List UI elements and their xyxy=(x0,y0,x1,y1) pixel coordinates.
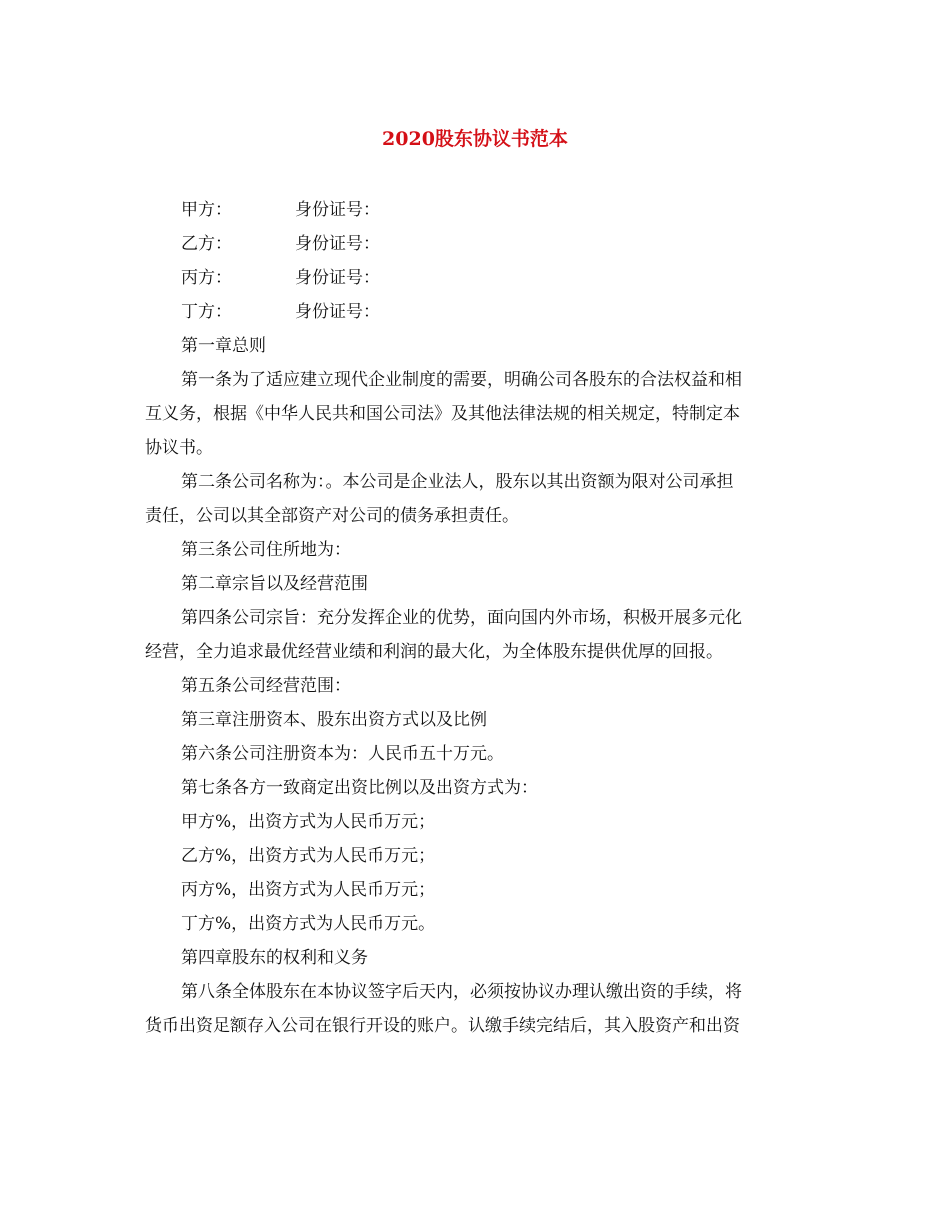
contribution-bing: 丙方%，出资方式为人民币万元； xyxy=(181,880,436,900)
contribution-yi: 乙方%，出资方式为人民币万元； xyxy=(181,846,436,866)
party-row-bing xyxy=(145,261,803,295)
contribution-ding: 丁方%，出资方式为人民币万元。 xyxy=(181,914,436,934)
contribution-jia: 甲方%，出资方式为人民币万元； xyxy=(181,812,436,832)
party-label: 丁方： xyxy=(181,302,232,322)
article-5: 第五条公司经营范围： xyxy=(181,676,351,696)
article-1-line-1: 第一条为了适应建立现代企业制度的需要，明确公司各股东的合法权益和相 xyxy=(181,370,742,390)
article-3: 第三条公司住所地为： xyxy=(181,540,351,560)
article-7: 第七条各方一致商定出资比例以及出资方式为： xyxy=(181,778,538,798)
article-4-line-2: 经营，全力追求最优经营业绩和利润的最大化，为全体股东提供优厚的回报。 xyxy=(145,642,723,662)
party-label: 乙方： xyxy=(181,234,232,254)
article-8-line-1: 第八条全体股东在本协议签字后天内，必须按协议办理认缴出资的手续，将 xyxy=(181,982,742,1002)
id-number-label: 身份证号： xyxy=(295,302,380,322)
chapter-heading: 第一章总则 xyxy=(181,336,266,356)
article-8-line-2: 货币出资足额存入公司在银行开设的账户。认缴手续完结后，其入股资产和出资 xyxy=(145,1016,740,1036)
article-2-line-2: 责任，公司以其全部资产对公司的债务承担责任。 xyxy=(145,506,519,526)
id-number-label: 身份证号： xyxy=(295,268,380,288)
party-row-yi xyxy=(145,227,803,261)
chapter-heading: 第二章宗旨以及经营范围 xyxy=(181,574,368,594)
article-6: 第六条公司注册资本为：人民币五十万元。 xyxy=(181,744,504,764)
document-title: 2020股东协议书范本 xyxy=(382,128,568,150)
article-1-line-2: 互义务，根据《中华人民共和国公司法》及其他法律法规的相关规定，特制定本 xyxy=(145,404,740,424)
party-row-ding xyxy=(145,295,803,329)
id-number-label: 身份证号： xyxy=(295,234,380,254)
document-body xyxy=(145,193,803,1043)
party-label: 丙方： xyxy=(181,268,232,288)
article-4-line-1: 第四条公司宗旨：充分发挥企业的优势，面向国内外市场，积极开展多元化 xyxy=(181,608,742,628)
article-1-line-3: 协议书。 xyxy=(145,438,213,458)
id-number-label: 身份证号： xyxy=(295,200,380,220)
party-row-jia xyxy=(145,193,803,227)
party-label: 甲方： xyxy=(181,200,232,220)
chapter-heading: 第四章股东的权利和义务 xyxy=(181,948,368,968)
chapter-heading: 第三章注册资本、股东出资方式以及比例 xyxy=(181,710,487,730)
article-2-line-1: 第二条公司名称为：。本公司是企业法人，股东以其出资额为限对公司承担 xyxy=(181,472,734,492)
